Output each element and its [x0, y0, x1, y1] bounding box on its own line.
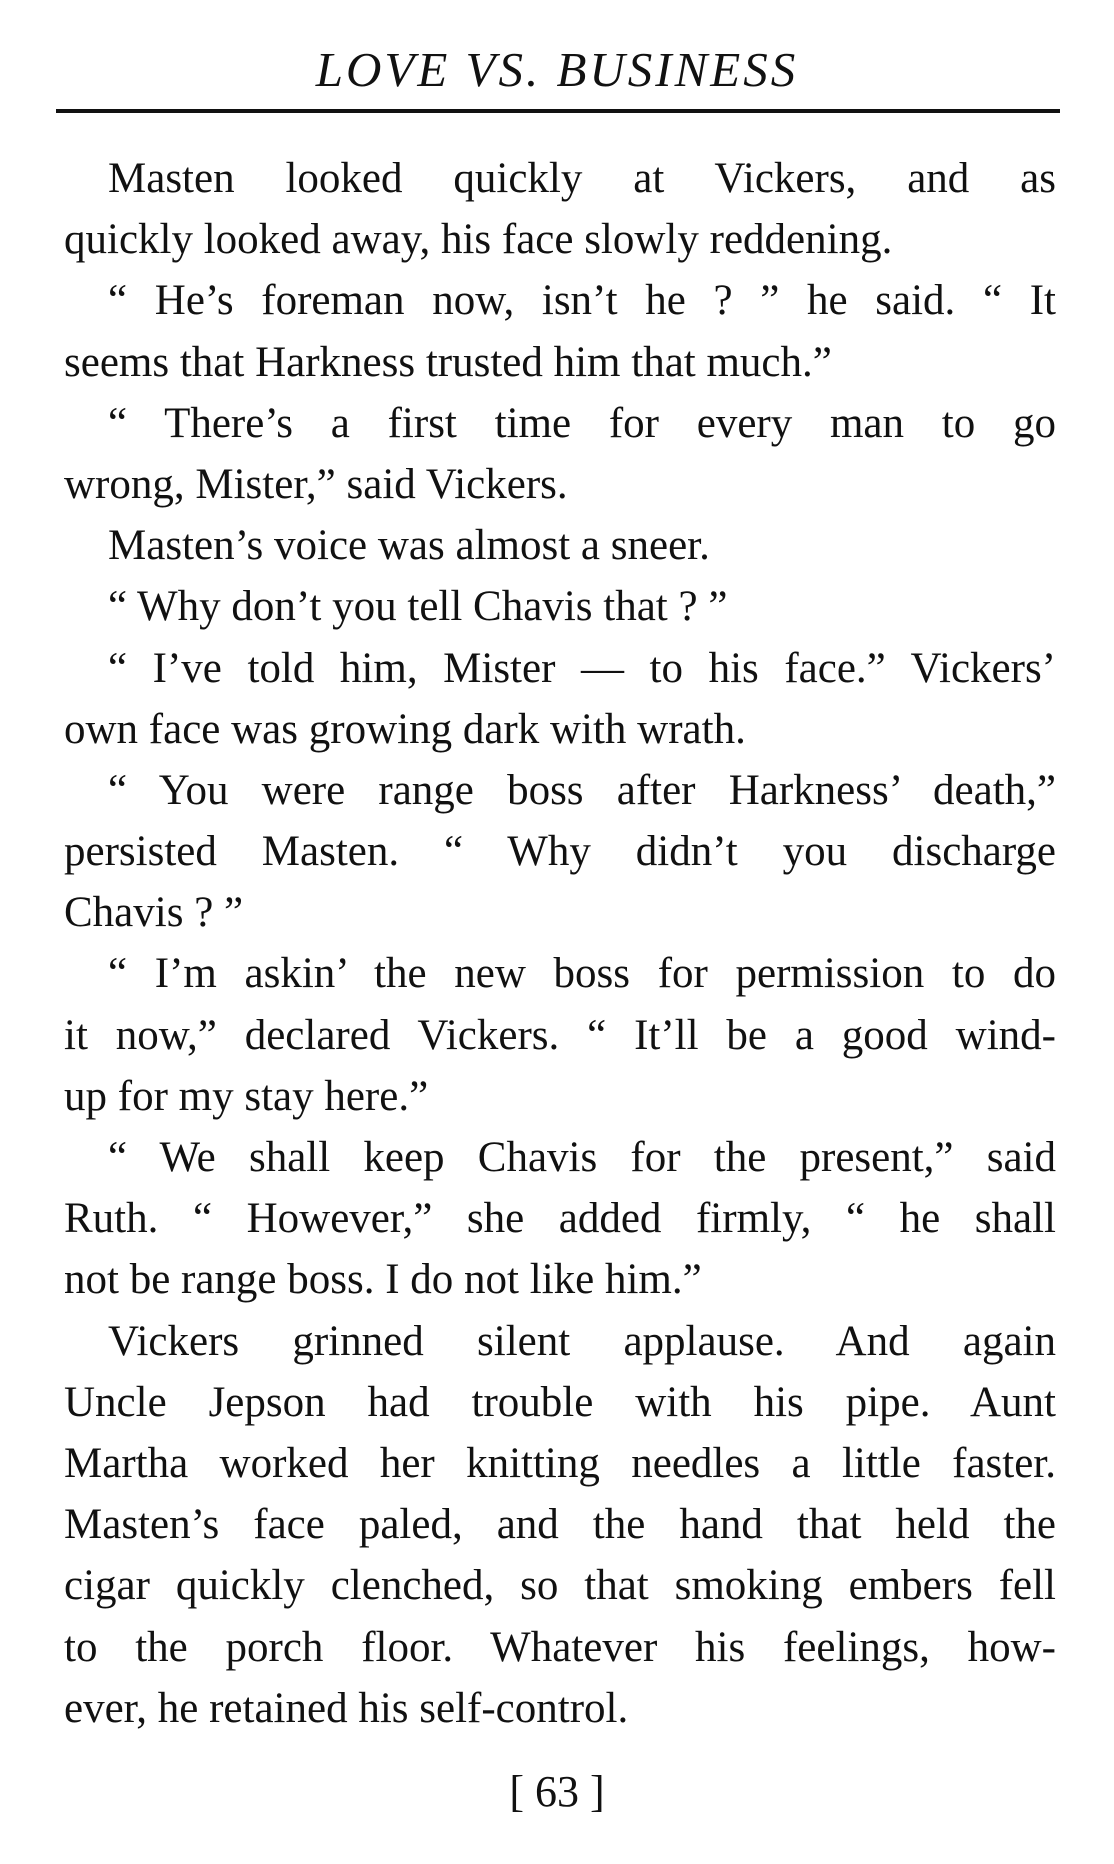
text-line: ever, he retained his self-control.	[64, 1684, 629, 1732]
text-line: own face was growing dark with wrath.	[64, 705, 746, 753]
text-line: quickly looked away, his face slowly reddening.	[64, 216, 893, 264]
text-line: “ I’ve told him, Mister — to his face.” Vickers’	[108, 644, 1056, 692]
text-line: Uncle Jepson had trouble with his pipe. Aunt	[64, 1378, 1056, 1426]
header-rule	[56, 109, 1060, 113]
body-text	[64, 148, 1056, 1739]
text-line: Masten’s face paled, and the hand that held the	[64, 1501, 1056, 1549]
text-line: Masten looked quickly at Vickers, and as	[108, 155, 1056, 202]
text-line: to the porch floor. Whatever his feelings, how-	[64, 1623, 1056, 1671]
text-line: Chavis ? ”	[64, 889, 244, 937]
text-line: Martha worked her knitting needles a little faster.	[64, 1439, 1056, 1487]
text-line: it now,” declared Vickers. “ It’ll be a good wind-	[64, 1011, 1056, 1059]
text-line: up for my stay here.”	[64, 1072, 429, 1120]
text-line: “ You were range boss after Harkness’ death,”	[108, 766, 1056, 814]
text-line: Masten’s voice was almost a sneer.	[108, 522, 710, 570]
text-line: not be range boss. I do not like him.”	[64, 1256, 702, 1304]
running-head: LOVE VS. BUSINESS	[315, 42, 799, 97]
text-line: Vickers grinned silent applause. And again	[108, 1317, 1056, 1365]
text-line: “ He’s foreman now, isn’t he ? ” he said. “ It	[108, 277, 1056, 325]
text-line: “ I’m askin’ the new boss for permission to do	[108, 950, 1056, 998]
text-line: Ruth. “ However,” she added firmly, “ he shall	[64, 1195, 1056, 1243]
page-number: [ 63 ]	[509, 1767, 605, 1816]
text-line: wrong, Mister,” said Vickers.	[64, 460, 568, 508]
text-line: “ Why don’t you tell Chavis that ? ”	[108, 583, 728, 631]
text-line: persisted Masten. “ Why didn’t you discharge	[64, 828, 1056, 876]
text-line: “ There’s a first time for every man to go	[108, 399, 1056, 447]
text-line: “ We shall keep Chavis for the present,” said	[108, 1134, 1056, 1181]
text-line: seems that Harkness trusted him that much.”	[64, 338, 832, 386]
text-line: cigar quickly clenched, so that smoking embers fell	[64, 1562, 1056, 1610]
